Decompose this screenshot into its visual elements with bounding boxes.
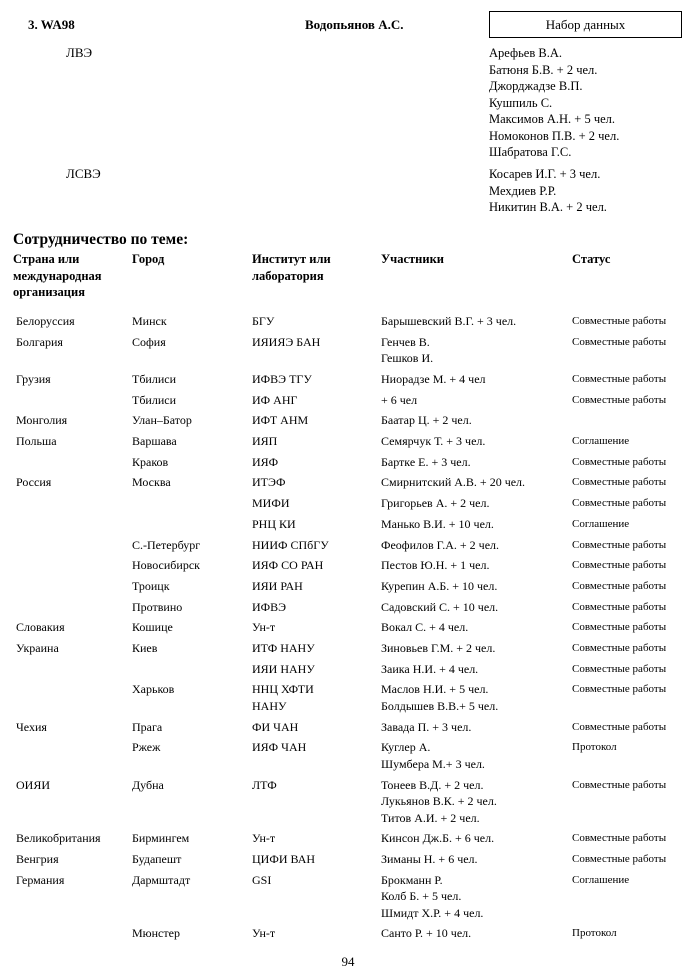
cell-institute: ИФВЭ ТГУ bbox=[252, 371, 312, 386]
group-member: Батюня Б.В. + 2 чел. bbox=[489, 62, 598, 77]
group-label: ЛСВЭ bbox=[66, 166, 101, 181]
header-city: Город bbox=[132, 252, 165, 266]
cell-institute: ИФ АНГ bbox=[252, 392, 298, 407]
cell-institute: ФИ ЧАН bbox=[252, 719, 299, 734]
cell-status: Совместные работы bbox=[572, 315, 667, 327]
group-member: Шабратова Г.С. bbox=[489, 145, 572, 159]
cell-country: Великобритания bbox=[16, 831, 101, 846]
group-member: Косарев И.Г. + 3 чел. bbox=[489, 167, 601, 181]
cell-status: Совместные работы bbox=[572, 683, 667, 696]
cell-participants: Пестов Ю.Н. + 1 чел. bbox=[381, 558, 490, 573]
cell-participants: Брокманн Р. Колб Б. + 5 чел. Шмидт Х.Р. + 4 чел. bbox=[381, 872, 484, 920]
cell-participants: Заика Н.И. + 4 чел. bbox=[381, 661, 479, 676]
cell-participants: Вокал С. + 4 чел. bbox=[381, 620, 469, 635]
project-number: 3. WA98 bbox=[28, 17, 75, 32]
cell-city: Протвино bbox=[132, 599, 183, 614]
cell-institute: ИЯФ bbox=[252, 454, 279, 469]
page-number: 94 bbox=[341, 954, 355, 969]
cell-status: Совместные работы bbox=[572, 600, 667, 613]
group-member: Максимов А.Н. + 5 чел. bbox=[489, 112, 616, 126]
cell-country: Словакия bbox=[16, 620, 65, 635]
cell-participants: + 6 чел bbox=[381, 392, 418, 407]
cell-institute: БГУ bbox=[252, 314, 275, 328]
cell-city: Улан–Батор bbox=[132, 413, 192, 428]
group-member: Арефьев В.А. bbox=[489, 46, 562, 60]
cell-participants: Садовский С. + 10 чел. bbox=[381, 599, 499, 614]
cell-participants: Бартке Е. + 3 чел. bbox=[381, 454, 471, 469]
cell-institute: Ун-т bbox=[252, 620, 276, 635]
cell-country: Украина bbox=[16, 641, 59, 655]
cell-participants: Зиновьев Г.М. + 2 чел. bbox=[381, 641, 496, 655]
cell-institute: ИТФ НАНУ bbox=[252, 641, 315, 655]
group-member: Никитин В.А. + 2 чел. bbox=[489, 200, 607, 214]
cell-country: Белоруссия bbox=[16, 314, 75, 328]
cell-status: Совместные работы bbox=[572, 559, 667, 572]
cell-institute: GSI bbox=[252, 872, 272, 887]
cell-city: Харьков bbox=[132, 682, 175, 697]
cell-city: Краков bbox=[132, 454, 169, 469]
cell-status: Совместные работы bbox=[572, 455, 667, 468]
cell-participants: Баатар Ц. + 2 чел. bbox=[381, 413, 472, 428]
cell-participants: Ниорадзе М. + 4 чел bbox=[381, 371, 486, 386]
cell-institute: ННЦ ХФТИ НАНУ bbox=[252, 682, 314, 713]
cell-institute: ИЯФ СО РАН bbox=[252, 558, 324, 573]
cell-country: Грузия bbox=[16, 371, 51, 386]
header-country: Страна или международная организация bbox=[13, 252, 102, 299]
cell-city: Будапешт bbox=[132, 851, 182, 866]
cell-status: Совместные работы bbox=[572, 372, 667, 385]
cell-participants: Феофилов Г.А. + 2 чел. bbox=[381, 537, 500, 552]
cell-status: Совместные работы bbox=[572, 832, 667, 845]
cell-participants: Смирнитский А.В. + 20 чел. bbox=[381, 475, 526, 490]
cell-participants: Курепин А.Б. + 10 чел. bbox=[381, 578, 498, 593]
cell-status: Протокол bbox=[572, 927, 617, 940]
cell-institute: ЛТФ bbox=[252, 777, 277, 792]
cell-status: Совместные работы bbox=[572, 538, 667, 551]
cell-institute: РНЦ КИ bbox=[252, 516, 296, 531]
data-set-box: Набор данных bbox=[489, 11, 682, 38]
cell-city: Кошице bbox=[132, 620, 173, 635]
cell-participants: Генчев В. Гешков И. bbox=[381, 334, 434, 366]
cell-participants: Кинсон Дж.Б. + 6 чел. bbox=[381, 831, 495, 846]
project-author: Водопьянов А.С. bbox=[305, 17, 404, 32]
cell-participants: Зиманы Н. + 6 чел. bbox=[381, 851, 478, 866]
cell-status: Совместные работы bbox=[572, 476, 667, 489]
cell-participants: Завада П. + 3 чел. bbox=[381, 719, 472, 734]
cell-country: Германия bbox=[16, 872, 65, 887]
cell-city: Новосибирск bbox=[132, 558, 200, 573]
cell-institute: Ун-т bbox=[252, 831, 276, 846]
cell-participants: Семярчук Т. + 3 чел. bbox=[381, 434, 486, 448]
cell-status: Соглашение bbox=[572, 517, 630, 530]
cell-city: Ржеж bbox=[132, 740, 161, 755]
cell-status: Совместные работы bbox=[572, 393, 667, 406]
cell-status: Совместные работы bbox=[572, 579, 667, 592]
cell-city: Варшава bbox=[132, 434, 177, 448]
cell-country: Венгрия bbox=[16, 851, 59, 866]
header-institute: Институт или лаборатория bbox=[252, 252, 331, 283]
group-member: Кушпиль С. bbox=[489, 95, 553, 110]
group-label: ЛВЭ bbox=[66, 45, 93, 60]
cell-institute: ИТЭФ bbox=[252, 475, 286, 490]
cell-participants: Тонеев В.Д. + 2 чел. Лукьянов В.К. + 2 чел. Титов А.И. + 2 чел. bbox=[381, 777, 497, 825]
cell-participants: Григорьев А. + 2 чел. bbox=[381, 496, 490, 511]
cell-institute: ИЯП bbox=[252, 434, 278, 448]
cell-city: Дубна bbox=[132, 777, 164, 792]
header-status: Статус bbox=[572, 252, 611, 266]
cell-city: Троицк bbox=[132, 578, 170, 593]
cell-city: Тбилиси bbox=[132, 392, 177, 407]
cell-institute: Ун-т bbox=[252, 926, 276, 941]
cell-country: Польша bbox=[16, 434, 57, 448]
cell-status: Совместные работы bbox=[572, 852, 667, 865]
cell-status: Совместные работы bbox=[572, 497, 667, 510]
cell-city: Дармштадт bbox=[132, 872, 191, 887]
cell-participants: Барышевский В.Г. + 3 чел. bbox=[381, 314, 517, 328]
cell-participants: Куглер А. Шумбера М.+ 3 чел. bbox=[381, 740, 485, 771]
cell-city: С.-Петербург bbox=[132, 537, 201, 552]
cell-country: Болгария bbox=[16, 334, 63, 349]
cell-status: Совместные работы bbox=[572, 778, 667, 791]
cell-status: Совместные работы bbox=[572, 621, 667, 634]
cell-participants: Манько В.И. + 10 чел. bbox=[381, 516, 494, 531]
cell-city: Прага bbox=[132, 719, 163, 734]
cell-city: Минск bbox=[132, 314, 167, 328]
cell-institute: ИЯФ ЧАН bbox=[252, 740, 307, 755]
cell-status: Соглашение bbox=[572, 435, 630, 447]
cell-institute: ИФВЭ bbox=[252, 599, 287, 614]
cell-institute: ИЯИЯЭ БАН bbox=[252, 334, 321, 349]
cell-country: Россия bbox=[16, 475, 52, 490]
cell-institute: ИФТ АНМ bbox=[252, 413, 309, 428]
cell-participants: Маслов Н.И. + 5 чел. Болдышев В.В.+ 5 чел. bbox=[381, 682, 499, 713]
cell-city: Мюнстер bbox=[132, 926, 180, 941]
cell-city: Бирмингем bbox=[132, 831, 190, 846]
group-member: Джорджадзе В.П. bbox=[489, 79, 583, 93]
cell-status: Совместные работы bbox=[572, 720, 667, 733]
cell-country: Монголия bbox=[16, 413, 68, 428]
collaboration-title: Сотрудничество по теме: bbox=[13, 231, 189, 248]
group-member: Мехдиев Р.Р. bbox=[489, 183, 557, 198]
cell-status: Совместные работы bbox=[572, 662, 667, 675]
cell-city: Москва bbox=[132, 475, 171, 490]
cell-status: Соглашение bbox=[572, 873, 630, 886]
cell-institute: МИФИ bbox=[252, 496, 290, 511]
cell-status: Совместные работы bbox=[572, 335, 667, 348]
cell-participants: Санто Р. + 10 чел. bbox=[381, 926, 472, 941]
cell-city: Киев bbox=[132, 641, 158, 655]
group-member: Номоконов П.В. + 2 чел. bbox=[489, 128, 620, 143]
cell-country: ОИЯИ bbox=[16, 777, 51, 792]
cell-institute: ЦИФИ ВАН bbox=[252, 851, 316, 866]
header-participants: Участники bbox=[381, 252, 444, 266]
cell-status: Протокол bbox=[572, 741, 617, 754]
cell-status: Совместные работы bbox=[572, 642, 667, 654]
cell-institute: НИИФ СПбГУ bbox=[252, 537, 329, 552]
cell-city: Тбилиси bbox=[132, 371, 177, 386]
cell-city: София bbox=[132, 334, 166, 349]
cell-institute: ИЯИ НАНУ bbox=[252, 661, 315, 676]
cell-institute: ИЯИ РАН bbox=[252, 578, 303, 593]
cell-country: Чехия bbox=[16, 719, 47, 734]
